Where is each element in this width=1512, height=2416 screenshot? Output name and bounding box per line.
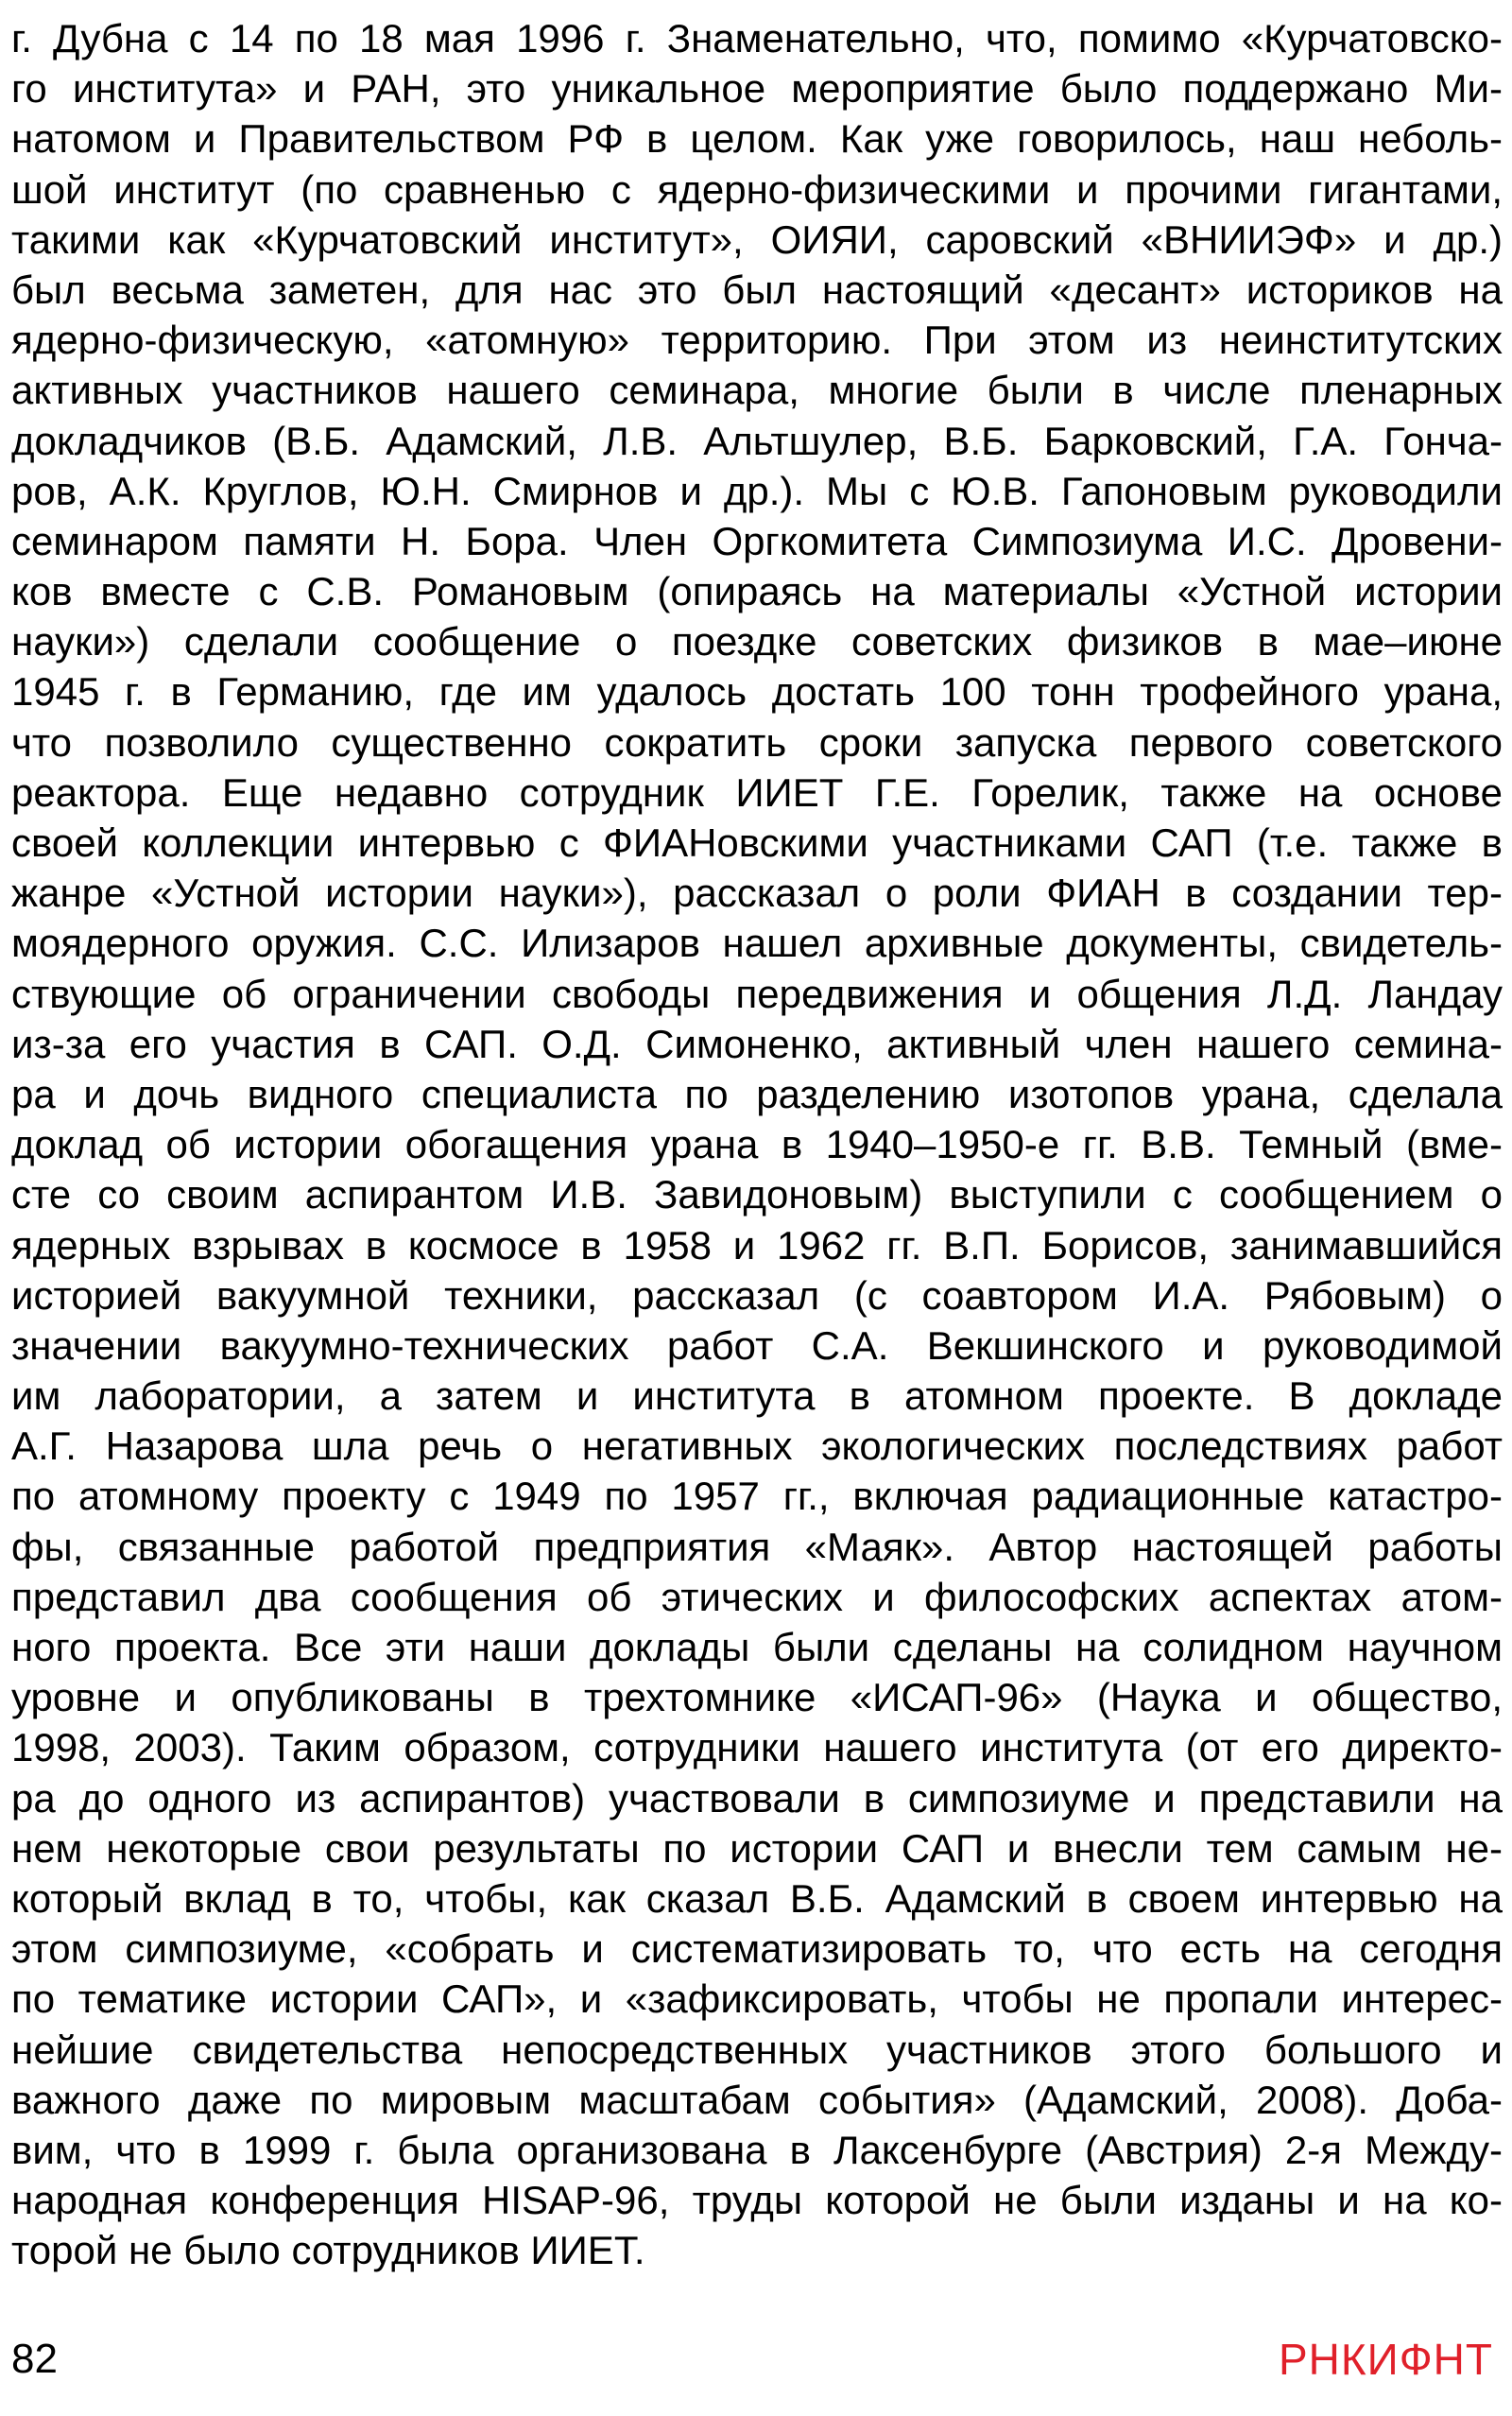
text-line: моядерного оружия. С.С. Илизаров нашел архивные документы, свидетель-	[11, 921, 1503, 966]
text-line: ра и дочь видного специалиста по разделению изотопов урана, сделала	[11, 1071, 1503, 1116]
text-line: А.Г. Назарова шла речь о негативных экологических последствиях работ	[11, 1424, 1503, 1469]
text-line: торой не было сотрудников ИИЕТ.	[11, 2228, 645, 2273]
text-line: го института» и РАН, это уникальное мероприятие было поддержано Ми-	[11, 66, 1503, 112]
text-line: ра до одного из аспирантов) участвовали в симпозиуме и представили на	[11, 1775, 1503, 1821]
text-line: жанре «Устной истории науки»), рассказал о роли ФИАН в создании тер-	[11, 871, 1503, 916]
text-line: был весьма заметен, для нас это был настоящий «десант» историков на	[11, 267, 1503, 312]
text-line: по атомному проекту с 1949 по 1957 гг., включая радиационные катастро-	[11, 1474, 1503, 1519]
text-line: такими как «Курчатовский институт», ОИЯИ, саровский «ВНИИЭФ» и др.)	[11, 216, 1503, 262]
text-line: г. Дубна с 14 по 18 мая 1996 г. Знаменательно, что, помимо «Курчатовско-	[11, 16, 1503, 60]
text-line: доклад об истории обогащения урана в 1940–1950-е гг. В.В. Темный (вме-	[11, 1122, 1503, 1167]
text-line: ядерных взрывах в космосе в 1958 и 1962 гг. В.П. Борисов, занимавшийся	[11, 1222, 1503, 1268]
text-line: историей вакуумной техники, рассказал (с соавтором И.А. Рябовым) о	[11, 1272, 1503, 1318]
text-line: по тематике истории САП», и «зафиксировать, чтобы не пропали интерес-	[11, 1976, 1503, 2022]
text-line: ствующие об ограничении свободы передвижения и общения Л.Д. Ландау	[11, 971, 1503, 1016]
text-line: вим, что в 1999 г. была организована в Лаксенбурге (Австрия) 2-я Между-	[11, 2127, 1503, 2172]
page-body-text	[11, 13, 1503, 2275]
text-line: активных участников нашего семинара, многие были в числе пленарных	[11, 368, 1503, 413]
text-line: науки») сделали сообщение о поездке советских физиков в мае–июне	[11, 619, 1503, 664]
text-line: значении вакуумно-технических работ С.А. Векшинского и руководимой	[11, 1322, 1503, 1368]
paragraph	[11, 13, 1503, 2275]
text-line: нем некоторые свои результаты по истории САП и внесли тем самым не-	[11, 1825, 1503, 1871]
text-line: 1945 г. в Германию, где им удалось достать 100 тонн трофейного урана,	[11, 669, 1503, 715]
text-line: ков вместе с С.В. Романовым (опираясь на материалы «Устной истории	[11, 569, 1503, 614]
text-line: ядерно-физическую, «атомную» территорию. При этом из неинститутских	[11, 318, 1503, 363]
journal-mark: РНКИФНТ	[1278, 2335, 1493, 2384]
text-line: из-за его участия в САП. О.Д. Симоненко, активный член нашего семина-	[11, 1021, 1503, 1066]
text-line: важного даже по мировым масштабам события» (Адамский, 2008). Доба-	[11, 2077, 1503, 2122]
text-line: уровне и опубликованы в трехтомнике «ИСАП-96» (Наука и общество,	[11, 1675, 1503, 1720]
text-line: который вклад в то, чтобы, как сказал В.Б. Адамский в своем интервью на	[11, 1875, 1503, 1921]
text-line: сте со своим аспирантом И.В. Завидоновым) выступили с сообщением о	[11, 1172, 1503, 1217]
text-line: фы, связанные работой предприятия «Маяк». Автор настоящей работы	[11, 1524, 1503, 1569]
text-line: докладчиков (В.Б. Адамский, Л.В. Альтшулер, В.Б. Барковский, Г.А. Гонча-	[11, 418, 1503, 463]
text-line: своей коллекции интервью с ФИАНовскими участниками САП (т.е. также в	[11, 820, 1503, 865]
text-line: ров, А.К. Круглов, Ю.Н. Смирнов и др.). Мы с Ю.В. Гапоновым руководили	[11, 468, 1503, 513]
text-line: 1998, 2003). Таким образом, сотрудники нашего института (от его директо-	[11, 1725, 1503, 1770]
text-line: шой институт (по сравненью с ядерно-физическими и прочими гигантами,	[11, 166, 1503, 212]
text-line: этом симпозиуме, «собрать и систематизировать то, что есть на сегодня	[11, 1926, 1503, 1972]
page-number: 82	[11, 2336, 58, 2382]
text-line: им лаборатории, а затем и института в атомном проекте. В докладе	[11, 1373, 1503, 1419]
text-line: семинаром памяти Н. Бора. Член Оргкомитета Симпозиума И.С. Дровени-	[11, 518, 1503, 563]
text-line: реактора. Еще недавно сотрудник ИИЕТ Г.Е. Горелик, также на основе	[11, 769, 1503, 815]
text-line: представил два сообщения об этических и философских аспектах атом-	[11, 1574, 1503, 1619]
text-line: нейшие свидетельства непосредственных участников этого большого и	[11, 2027, 1503, 2072]
text-line: народная конференция HISAP-96, труды которой не были изданы и на ко-	[11, 2178, 1503, 2223]
text-line: что позволило существенно сократить сроки запуска первого советского	[11, 719, 1503, 765]
text-line: натомом и Правительством РФ в целом. Как уже говорилось, наш неболь-	[11, 116, 1503, 162]
text-line: ного проекта. Все эти наши доклады были сделаны на солидном научном	[11, 1625, 1503, 1669]
page-footer	[11, 2331, 1503, 2388]
